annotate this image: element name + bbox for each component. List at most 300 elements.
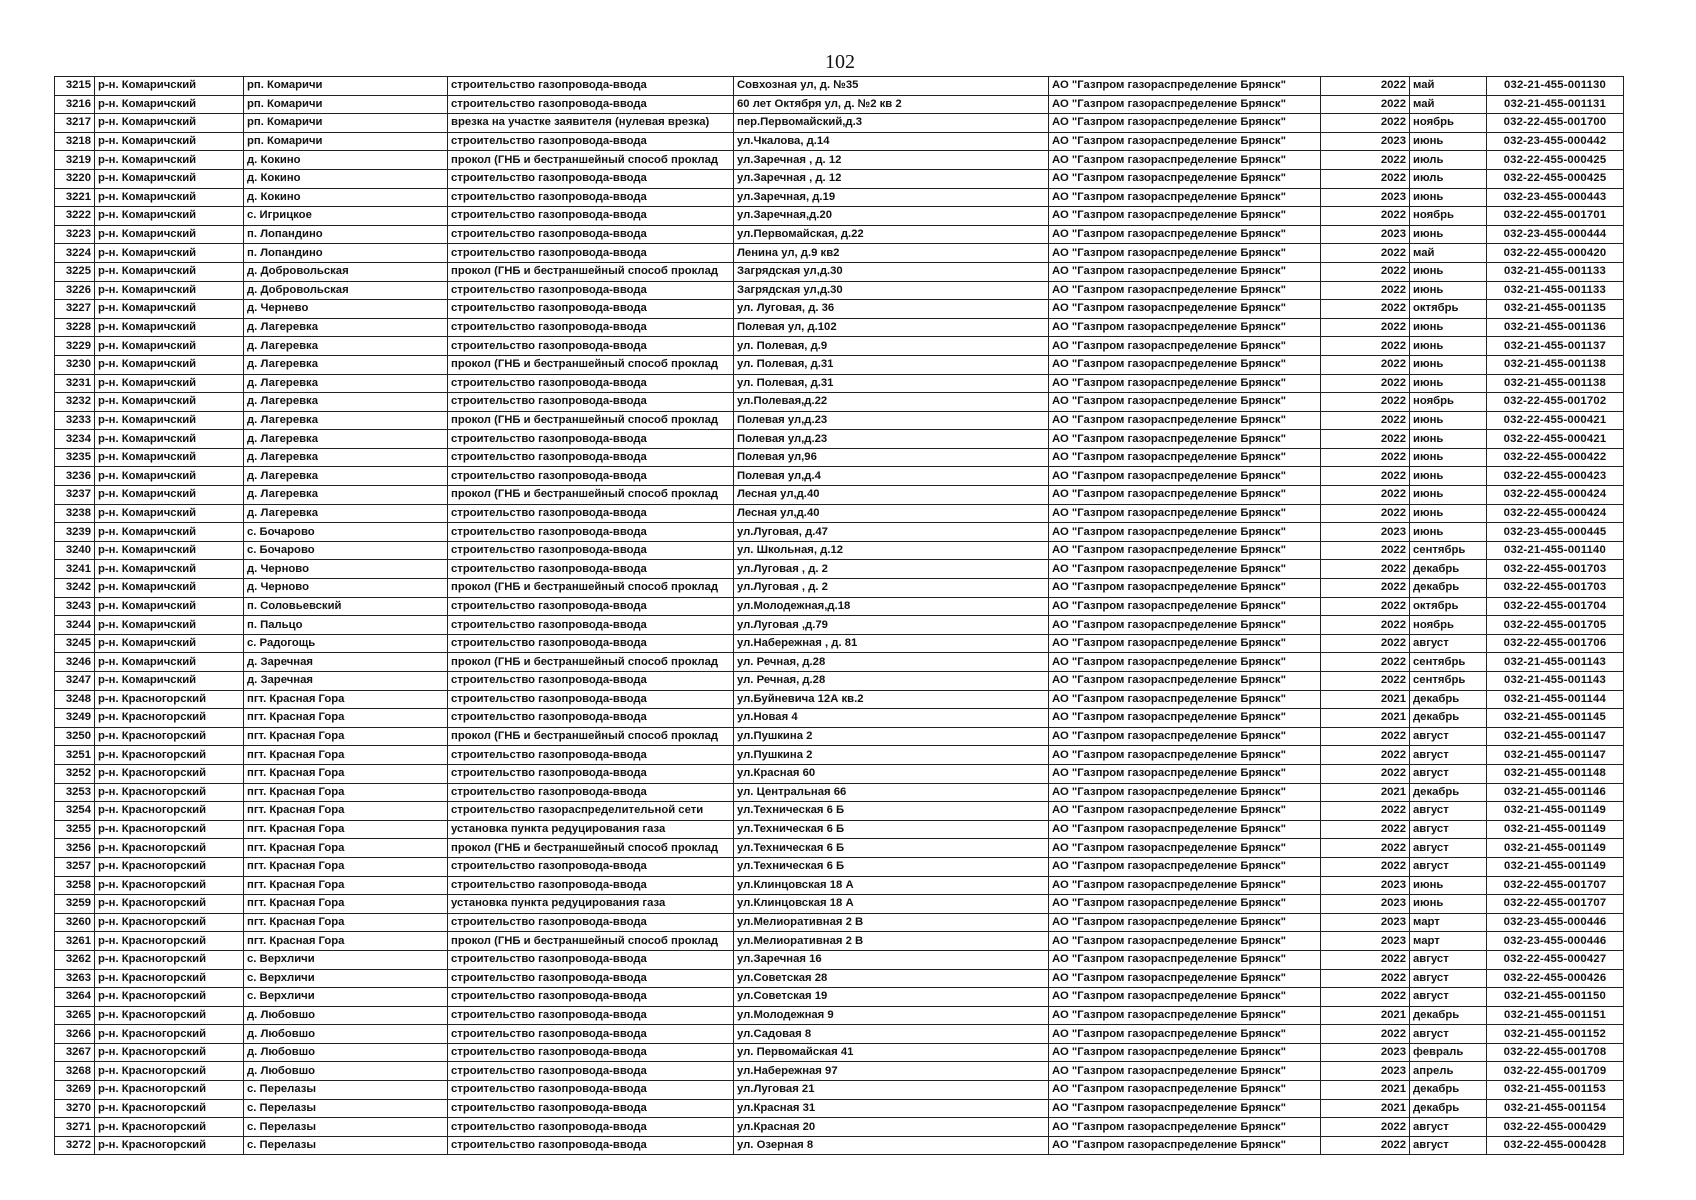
district-cell: р-н. Комаричский: [95, 151, 244, 170]
organization-cell: АО "Газпром газораспределение Брянск": [1049, 393, 1321, 412]
address-cell: ул.Пушкина 2: [734, 727, 1049, 746]
organization-cell: АО "Газпром газораспределение Брянск": [1049, 764, 1321, 783]
contract-code-cell: 032-22-455-001707: [1487, 895, 1624, 914]
organization-cell: АО "Газпром газораспределение Брянск": [1049, 857, 1321, 876]
year-cell: 2023: [1321, 188, 1410, 207]
settlement-cell: рп. Комаричи: [244, 132, 448, 151]
year-cell: 2022: [1321, 95, 1410, 114]
organization-cell: АО "Газпром газораспределение Брянск": [1049, 262, 1321, 281]
year-cell: 2022: [1321, 616, 1410, 635]
row-number-cell: 3228: [55, 318, 95, 337]
row-number-cell: 3250: [55, 727, 95, 746]
district-cell: р-н. Комаричский: [95, 225, 244, 244]
contract-code-cell: 032-21-455-001135: [1487, 300, 1624, 319]
row-number-cell: 3220: [55, 169, 95, 188]
address-cell: ул.Новая 4: [734, 709, 1049, 728]
year-cell: 2023: [1321, 913, 1410, 932]
organization-cell: АО "Газпром газораспределение Брянск": [1049, 820, 1321, 839]
contract-code-cell: 032-21-455-001150: [1487, 988, 1624, 1007]
contract-code-cell: 032-21-455-001149: [1487, 857, 1624, 876]
contract-code-cell: 032-22-455-000427: [1487, 950, 1624, 969]
settlement-cell: пгт. Красная Гора: [244, 895, 448, 914]
contract-code-cell: 032-22-455-001701: [1487, 207, 1624, 226]
table-row: [55, 1136, 1624, 1155]
district-cell: р-н. Красногорский: [95, 839, 244, 858]
year-cell: 2022: [1321, 207, 1410, 226]
row-number-cell: 3240: [55, 541, 95, 560]
year-cell: 2021: [1321, 690, 1410, 709]
district-cell: р-н. Комаричский: [95, 300, 244, 319]
row-number-cell: 3224: [55, 244, 95, 263]
settlement-cell: д. Лагеревка: [244, 393, 448, 412]
address-cell: Полевая ул, д.102: [734, 318, 1049, 337]
contract-code-cell: 032-22-455-000428: [1487, 1136, 1624, 1155]
work-type-cell: строительство газопровода-ввода: [448, 77, 734, 96]
row-number-cell: 3256: [55, 839, 95, 858]
year-cell: 2022: [1321, 1118, 1410, 1137]
table-row: [55, 950, 1624, 969]
organization-cell: АО "Газпром газораспределение Брянск": [1049, 300, 1321, 319]
contract-code-cell: 032-21-455-001154: [1487, 1099, 1624, 1118]
contract-code-cell: 032-21-455-001143: [1487, 653, 1624, 672]
row-number-cell: 3271: [55, 1118, 95, 1137]
table-row: [55, 132, 1624, 151]
month-cell: июнь: [1410, 374, 1487, 393]
table-row: [55, 430, 1624, 449]
year-cell: 2022: [1321, 988, 1410, 1007]
address-cell: ул.Мелиоративная 2 В: [734, 913, 1049, 932]
settlement-cell: с. Верхличи: [244, 969, 448, 988]
organization-cell: АО "Газпром газораспределение Брянск": [1049, 690, 1321, 709]
row-number-cell: 3259: [55, 895, 95, 914]
row-number-cell: 3264: [55, 988, 95, 1007]
work-type-cell: строительство газопровода-ввода: [448, 448, 734, 467]
table-row: [55, 1099, 1624, 1118]
organization-cell: АО "Газпром газораспределение Брянск": [1049, 151, 1321, 170]
work-type-cell: установка пункта редуцирования газа: [448, 820, 734, 839]
address-cell: ул.Пушкина 2: [734, 746, 1049, 765]
year-cell: 2022: [1321, 281, 1410, 300]
row-number-cell: 3261: [55, 932, 95, 951]
table-row: [55, 727, 1624, 746]
organization-cell: АО "Газпром газораспределение Брянск": [1049, 541, 1321, 560]
work-type-cell: строительство газопровода-ввода: [448, 169, 734, 188]
year-cell: 2022: [1321, 634, 1410, 653]
table-row: [55, 300, 1624, 319]
settlement-cell: д. Любовшо: [244, 1062, 448, 1081]
organization-cell: АО "Газпром газораспределение Брянск": [1049, 913, 1321, 932]
row-number-cell: 3234: [55, 430, 95, 449]
organization-cell: АО "Газпром газораспределение Брянск": [1049, 169, 1321, 188]
month-cell: декабрь: [1410, 783, 1487, 802]
row-number-cell: 3269: [55, 1081, 95, 1100]
year-cell: 2022: [1321, 467, 1410, 486]
settlement-cell: д. Лагеревка: [244, 430, 448, 449]
district-cell: р-н. Красногорский: [95, 1081, 244, 1100]
row-number-cell: 3270: [55, 1099, 95, 1118]
settlement-cell: пгт. Красная Гора: [244, 857, 448, 876]
contract-code-cell: 032-21-455-001147: [1487, 746, 1624, 765]
contract-code-cell: 032-22-455-000425: [1487, 169, 1624, 188]
work-type-cell: врезка на участке заявителя (нулевая врезка): [448, 114, 734, 133]
year-cell: 2022: [1321, 1025, 1410, 1044]
district-cell: р-н. Красногорский: [95, 1062, 244, 1081]
settlement-cell: д. Любовшо: [244, 1025, 448, 1044]
month-cell: июнь: [1410, 281, 1487, 300]
table-row: [55, 467, 1624, 486]
organization-cell: АО "Газпром газораспределение Брянск": [1049, 318, 1321, 337]
work-type-cell: строительство газопровода-ввода: [448, 597, 734, 616]
year-cell: 2022: [1321, 839, 1410, 858]
contract-code-cell: 032-22-455-000426: [1487, 969, 1624, 988]
month-cell: декабрь: [1410, 1081, 1487, 1100]
organization-cell: АО "Газпром газораспределение Брянск": [1049, 207, 1321, 226]
settlement-cell: пгт. Красная Гора: [244, 876, 448, 895]
month-cell: март: [1410, 913, 1487, 932]
contract-code-cell: 032-22-455-001708: [1487, 1043, 1624, 1062]
address-cell: ул.Красная 60: [734, 764, 1049, 783]
row-number-cell: 3218: [55, 132, 95, 151]
settlement-cell: д. Черново: [244, 579, 448, 598]
address-cell: ул.Набережная 97: [734, 1062, 1049, 1081]
month-cell: декабрь: [1410, 1006, 1487, 1025]
table-row: [55, 355, 1624, 374]
work-type-cell: строительство газопровода-ввода: [448, 560, 734, 579]
district-cell: р-н. Красногорский: [95, 746, 244, 765]
work-type-cell: строительство газопровода-ввода: [448, 430, 734, 449]
organization-cell: АО "Газпром газораспределение Брянск": [1049, 597, 1321, 616]
work-type-cell: строительство газопровода-ввода: [448, 988, 734, 1007]
address-cell: ул.Луговая, д.47: [734, 523, 1049, 542]
address-cell: ул.Молодежная,д.18: [734, 597, 1049, 616]
settlement-cell: пгт. Красная Гора: [244, 802, 448, 821]
address-cell: ул.Луговая 21: [734, 1081, 1049, 1100]
table-row: [55, 504, 1624, 523]
settlement-cell: пгт. Красная Гора: [244, 820, 448, 839]
table-row: [55, 225, 1624, 244]
contract-code-cell: 032-22-455-001704: [1487, 597, 1624, 616]
address-cell: ул. Первомайская 41: [734, 1043, 1049, 1062]
organization-cell: АО "Газпром газораспределение Брянск": [1049, 467, 1321, 486]
address-cell: ул.Красная 20: [734, 1118, 1049, 1137]
month-cell: июнь: [1410, 523, 1487, 542]
address-cell: Совхозная ул, д. №35: [734, 77, 1049, 96]
gasification-table: [54, 76, 1624, 1155]
district-cell: р-н. Комаричский: [95, 244, 244, 263]
month-cell: август: [1410, 988, 1487, 1007]
month-cell: август: [1410, 764, 1487, 783]
work-type-cell: прокол (ГНБ и бестраншейный способ проклад: [448, 932, 734, 951]
month-cell: ноябрь: [1410, 114, 1487, 133]
work-type-cell: прокол (ГНБ и бестраншейный способ проклад: [448, 486, 734, 505]
table-row: [55, 374, 1624, 393]
settlement-cell: с. Радогощь: [244, 634, 448, 653]
month-cell: ноябрь: [1410, 393, 1487, 412]
row-number-cell: 3216: [55, 95, 95, 114]
settlement-cell: рп. Комаричи: [244, 77, 448, 96]
month-cell: июнь: [1410, 355, 1487, 374]
work-type-cell: строительство газопровода-ввода: [448, 616, 734, 635]
address-cell: Загрядская ул,д.30: [734, 281, 1049, 300]
district-cell: р-н. Комаричский: [95, 95, 244, 114]
work-type-cell: строительство газопровода-ввода: [448, 504, 734, 523]
year-cell: 2022: [1321, 374, 1410, 393]
district-cell: р-н. Красногорский: [95, 1118, 244, 1137]
district-cell: р-н. Красногорский: [95, 895, 244, 914]
table-row: [55, 746, 1624, 765]
year-cell: 2022: [1321, 653, 1410, 672]
address-cell: ул.Буйневича 12А кв.2: [734, 690, 1049, 709]
settlement-cell: с. Перелазы: [244, 1118, 448, 1137]
settlement-cell: п. Соловьевский: [244, 597, 448, 616]
district-cell: р-н. Красногорский: [95, 932, 244, 951]
row-number-cell: 3235: [55, 448, 95, 467]
contract-code-cell: 032-23-455-000444: [1487, 225, 1624, 244]
contract-code-cell: 032-21-455-001140: [1487, 541, 1624, 560]
contract-code-cell: 032-22-455-000429: [1487, 1118, 1624, 1137]
month-cell: август: [1410, 1136, 1487, 1155]
year-cell: 2022: [1321, 504, 1410, 523]
organization-cell: АО "Газпром газораспределение Брянск": [1049, 337, 1321, 356]
district-cell: р-н. Комаричский: [95, 169, 244, 188]
address-cell: Полевая ул,д.23: [734, 430, 1049, 449]
table-row: [55, 857, 1624, 876]
address-cell: ул.Луговая , д. 2: [734, 579, 1049, 598]
month-cell: июнь: [1410, 448, 1487, 467]
contract-code-cell: 032-22-455-001709: [1487, 1062, 1624, 1081]
table-row: [55, 1006, 1624, 1025]
row-number-cell: 3255: [55, 820, 95, 839]
work-type-cell: строительство газопровода-ввода: [448, 1006, 734, 1025]
district-cell: р-н. Красногорский: [95, 727, 244, 746]
work-type-cell: строительство газопровода-ввода: [448, 95, 734, 114]
month-cell: декабрь: [1410, 560, 1487, 579]
month-cell: июнь: [1410, 895, 1487, 914]
address-cell: ул. Луговая, д. 36: [734, 300, 1049, 319]
settlement-cell: д. Лагеревка: [244, 355, 448, 374]
table-row: [55, 913, 1624, 932]
year-cell: 2022: [1321, 764, 1410, 783]
contract-code-cell: 032-22-455-000424: [1487, 504, 1624, 523]
work-type-cell: строительство газопровода-ввода: [448, 1062, 734, 1081]
address-cell: ул.Заречная , д. 12: [734, 151, 1049, 170]
address-cell: ул. Центральная 66: [734, 783, 1049, 802]
month-cell: июнь: [1410, 318, 1487, 337]
month-cell: май: [1410, 95, 1487, 114]
year-cell: 2022: [1321, 857, 1410, 876]
year-cell: 2022: [1321, 355, 1410, 374]
table-row: [55, 188, 1624, 207]
settlement-cell: пгт. Красная Гора: [244, 764, 448, 783]
year-cell: 2023: [1321, 876, 1410, 895]
row-number-cell: 3246: [55, 653, 95, 672]
organization-cell: АО "Газпром газораспределение Брянск": [1049, 783, 1321, 802]
month-cell: июнь: [1410, 504, 1487, 523]
year-cell: 2022: [1321, 672, 1410, 691]
table-row: [55, 281, 1624, 300]
table-row: [55, 523, 1624, 542]
address-cell: ул.Советская 28: [734, 969, 1049, 988]
year-cell: 2022: [1321, 77, 1410, 96]
month-cell: ноябрь: [1410, 207, 1487, 226]
work-type-cell: строительство газопровода-ввода: [448, 281, 734, 300]
year-cell: 2022: [1321, 151, 1410, 170]
year-cell: 2022: [1321, 727, 1410, 746]
work-type-cell: строительство газопровода-ввода: [448, 857, 734, 876]
work-type-cell: строительство газопровода-ввода: [448, 913, 734, 932]
address-cell: ул.Заречная 16: [734, 950, 1049, 969]
settlement-cell: рп. Комаричи: [244, 95, 448, 114]
table-row: [55, 207, 1624, 226]
settlement-cell: с. Перелазы: [244, 1081, 448, 1100]
settlement-cell: д. Лагеревка: [244, 374, 448, 393]
table-row: [55, 151, 1624, 170]
row-number-cell: 3260: [55, 913, 95, 932]
settlement-cell: д. Лагеревка: [244, 448, 448, 467]
work-type-cell: строительство газопровода-ввода: [448, 950, 734, 969]
organization-cell: АО "Газпром газораспределение Брянск": [1049, 77, 1321, 96]
organization-cell: АО "Газпром газораспределение Брянск": [1049, 448, 1321, 467]
month-cell: июнь: [1410, 188, 1487, 207]
month-cell: август: [1410, 1025, 1487, 1044]
address-cell: ул.Техническая 6 Б: [734, 820, 1049, 839]
year-cell: 2023: [1321, 1043, 1410, 1062]
table-row: [55, 672, 1624, 691]
table-row: [55, 169, 1624, 188]
district-cell: р-н. Комаричский: [95, 318, 244, 337]
table-row: [55, 895, 1624, 914]
settlement-cell: с. Верхличи: [244, 950, 448, 969]
contract-code-cell: 032-23-455-000445: [1487, 523, 1624, 542]
address-cell: ул.Красная 31: [734, 1099, 1049, 1118]
table-row: [55, 262, 1624, 281]
district-cell: р-н. Красногорский: [95, 1043, 244, 1062]
row-number-cell: 3239: [55, 523, 95, 542]
contract-code-cell: 032-21-455-001151: [1487, 1006, 1624, 1025]
table-row: [55, 1081, 1624, 1100]
address-cell: ул.Техническая 6 Б: [734, 802, 1049, 821]
address-cell: ул.Клинцовская 18 А: [734, 895, 1049, 914]
year-cell: 2023: [1321, 1062, 1410, 1081]
year-cell: 2022: [1321, 820, 1410, 839]
district-cell: р-н. Комаричский: [95, 672, 244, 691]
settlement-cell: д. Чернево: [244, 300, 448, 319]
organization-cell: АО "Газпром газораспределение Брянск": [1049, 616, 1321, 635]
district-cell: р-н. Комаричский: [95, 207, 244, 226]
table-row: [55, 634, 1624, 653]
address-cell: ул.Клинцовская 18 А: [734, 876, 1049, 895]
row-number-cell: 3267: [55, 1043, 95, 1062]
table-row: [55, 839, 1624, 858]
row-number-cell: 3262: [55, 950, 95, 969]
row-number-cell: 3221: [55, 188, 95, 207]
settlement-cell: пгт. Красная Гора: [244, 727, 448, 746]
address-cell: ул. Озерная 8: [734, 1136, 1049, 1155]
work-type-cell: прокол (ГНБ и бестраншейный способ проклад: [448, 839, 734, 858]
row-number-cell: 3241: [55, 560, 95, 579]
table-row: [55, 579, 1624, 598]
year-cell: 2022: [1321, 300, 1410, 319]
work-type-cell: строительство газопровода-ввода: [448, 188, 734, 207]
district-cell: р-н. Красногорский: [95, 690, 244, 709]
month-cell: июнь: [1410, 486, 1487, 505]
district-cell: р-н. Комаричский: [95, 634, 244, 653]
settlement-cell: пгт. Красная Гора: [244, 913, 448, 932]
year-cell: 2022: [1321, 746, 1410, 765]
year-cell: 2023: [1321, 523, 1410, 542]
work-type-cell: строительство газопровода-ввода: [448, 969, 734, 988]
year-cell: 2022: [1321, 169, 1410, 188]
row-number-cell: 3254: [55, 802, 95, 821]
year-cell: 2021: [1321, 783, 1410, 802]
settlement-cell: пгт. Красная Гора: [244, 932, 448, 951]
address-cell: Лесная ул,д.40: [734, 504, 1049, 523]
contract-code-cell: 032-23-455-000443: [1487, 188, 1624, 207]
row-number-cell: 3225: [55, 262, 95, 281]
settlement-cell: д. Кокино: [244, 169, 448, 188]
organization-cell: АО "Газпром газораспределение Брянск": [1049, 653, 1321, 672]
contract-code-cell: 032-22-455-001703: [1487, 579, 1624, 598]
district-cell: р-н. Комаричский: [95, 337, 244, 356]
table-row: [55, 486, 1624, 505]
work-type-cell: строительство газопровода-ввода: [448, 393, 734, 412]
settlement-cell: пгт. Красная Гора: [244, 746, 448, 765]
row-number-cell: 3245: [55, 634, 95, 653]
organization-cell: АО "Газпром газораспределение Брянск": [1049, 839, 1321, 858]
district-cell: р-н. Комаричский: [95, 411, 244, 430]
row-number-cell: 3233: [55, 411, 95, 430]
district-cell: р-н. Комаричский: [95, 467, 244, 486]
address-cell: Полевая ул,д.23: [734, 411, 1049, 430]
work-type-cell: строительство газопровода-ввода: [448, 337, 734, 356]
district-cell: р-н. Красногорский: [95, 1006, 244, 1025]
table-row: [55, 95, 1624, 114]
address-cell: ул.Заречная,д.20: [734, 207, 1049, 226]
district-cell: р-н. Комаричский: [95, 560, 244, 579]
address-cell: ул.Заречная , д. 12: [734, 169, 1049, 188]
organization-cell: АО "Газпром газораспределение Брянск": [1049, 969, 1321, 988]
row-number-cell: 3242: [55, 579, 95, 598]
district-cell: р-н. Комаричский: [95, 579, 244, 598]
work-type-cell: строительство газопровода-ввода: [448, 1025, 734, 1044]
table-row: [55, 1062, 1624, 1081]
work-type-cell: строительство газопровода-ввода: [448, 523, 734, 542]
contract-code-cell: 032-23-455-000446: [1487, 913, 1624, 932]
row-number-cell: 3222: [55, 207, 95, 226]
district-cell: р-н. Комаричский: [95, 448, 244, 467]
work-type-cell: строительство газопровода-ввода: [448, 132, 734, 151]
address-cell: пер.Первомайский,д.3: [734, 114, 1049, 133]
work-type-cell: прокол (ГНБ и бестраншейный способ проклад: [448, 355, 734, 374]
contract-code-cell: 032-21-455-001146: [1487, 783, 1624, 802]
table-row: [55, 77, 1624, 96]
row-number-cell: 3263: [55, 969, 95, 988]
contract-code-cell: 032-22-455-001705: [1487, 616, 1624, 635]
address-cell: ул.Садовая 8: [734, 1025, 1049, 1044]
month-cell: июнь: [1410, 876, 1487, 895]
organization-cell: АО "Газпром газораспределение Брянск": [1049, 1081, 1321, 1100]
work-type-cell: установка пункта редуцирования газа: [448, 895, 734, 914]
organization-cell: АО "Газпром газораспределение Брянск": [1049, 802, 1321, 821]
organization-cell: АО "Газпром газораспределение Брянск": [1049, 672, 1321, 691]
row-number-cell: 3226: [55, 281, 95, 300]
table-row: [55, 1043, 1624, 1062]
month-cell: сентябрь: [1410, 672, 1487, 691]
district-cell: р-н. Красногорский: [95, 950, 244, 969]
organization-cell: АО "Газпром газораспределение Брянск": [1049, 560, 1321, 579]
contract-code-cell: 032-21-455-001147: [1487, 727, 1624, 746]
work-type-cell: прокол (ГНБ и бестраншейный способ проклад: [448, 727, 734, 746]
